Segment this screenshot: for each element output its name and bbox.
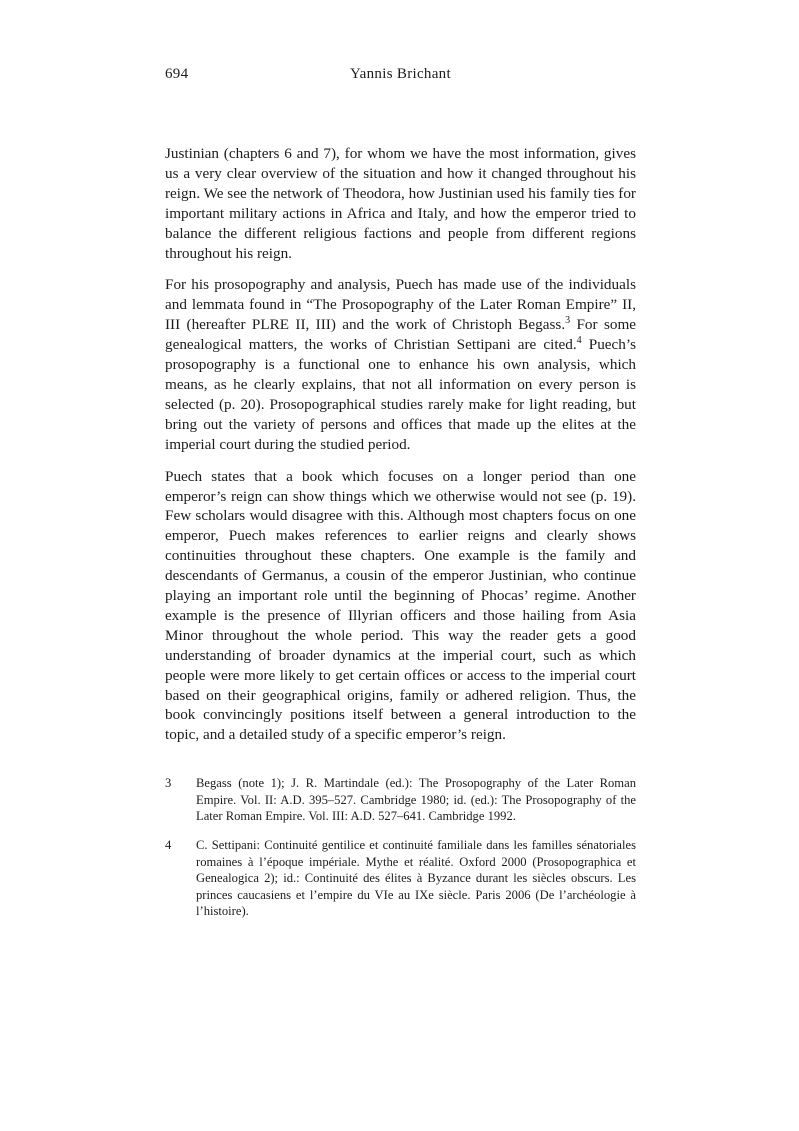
text-block: [165, 66, 636, 932]
page-number: 694: [165, 66, 189, 82]
footnote-number: 3: [165, 776, 172, 791]
running-header-author: Yannis Brichant: [350, 66, 451, 82]
paragraph-2-text-b: For some genealogical matters, the works of Christian Settipani are cited.: [165, 316, 636, 354]
footnote-ref-3: 3: [565, 315, 571, 327]
paragraph-2-text-c: Puech’s prosopography is a functional one to enhance his own analysis, which means, as he clearly explains, that not all information on every person is selected (p. 20). Prosopographical studies rarely make for light reading, but bring out the variety of persons and offices that made up the elites at the imperial court during the studied period.: [165, 336, 636, 453]
paragraph-2: [165, 275, 636, 454]
paragraph-2-text-a: For his prosopography and analysis, Puech has made use of the individuals and lemmata found in “The Prosopography of the Later Roman Empire” II, III (hereafter PLRE II, III) and the work of Christoph Begass.: [165, 276, 636, 334]
footnote-ref-4: 4: [576, 335, 582, 347]
running-header: [165, 66, 636, 86]
footnote-text: C. Settipani: Continuité gentilice et continuité familiale dans les familles sénatoriales romaines à l’époque impériale. Mythe et réalité. Oxford 2000 (Prosopographica et Genealogica 2); id.: Continuité des élites à Byzance durant les siècles obscurs. Les princes caucasiens et l’empire du VIe au IXe siècle. Paris 2006 (De l’archéologie à l’histoire).: [196, 838, 636, 919]
footnote-4: [165, 837, 636, 920]
footnote-3: [165, 775, 636, 825]
footnotes-section: [165, 775, 636, 920]
review-body: [165, 144, 636, 745]
paragraph-3: Puech states that a book which focuses on a longer period than one emperor’s reign can show things which we otherwise would not see (p. 19). Few scholars would disagree with this. Although most chapters focus on one emperor, Puech makes references to earlier reigns and clearly shows continuities throughout these chapters. One example is the family and descendants of Germanus, a cousin of the emperor Justinian, who continue playing an important role until the beginning of Phocas’ regime. Another example is the presence of Illyrian officers and those hailing from Asia Minor throughout the whole period. This way the reader gets a good understanding of broader dynamics at the imperial court, such as which people were more likely to get certain offices or access to the imperial court based on their geographical origins, family or adhered religion. Thus, the book convincingly positions itself between a general introduction to the topic, and a detailed study of a specific emperor’s reign.: [165, 467, 636, 744]
footnote-number: 4: [165, 838, 172, 853]
paragraph-1: Justinian (chapters 6 and 7), for whom we have the most information, gives us a very clear overview of the situation and how it changed throughout his reign. We see the network of Theodora, how Justinian used his family ties for important military actions in Africa and Italy, and how the emperor tried to balance the different religious factions and people from different regions throughout his reign.: [165, 145, 636, 262]
footnote-text: Begass (note 1); J. R. Martindale (ed.): The Prosopography of the Later Roman Empire. Vol. II: A.D. 395–527. Cambridge 1980; id. (ed.): The Prosopography of the Later Roman Empire. Vol. III: A.D. 527–641. Cambridge 1992.: [196, 776, 636, 824]
